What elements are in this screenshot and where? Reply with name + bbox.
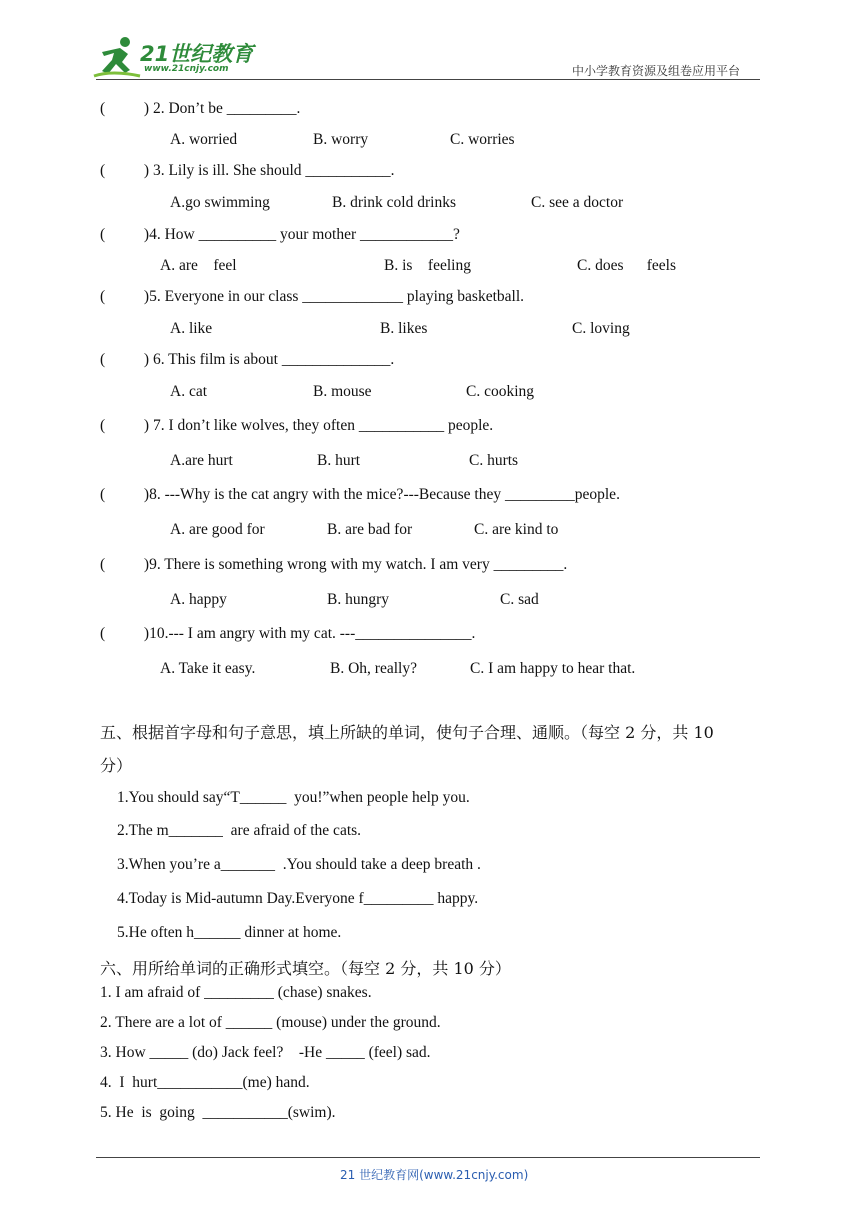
mc-option-6a: A. cat xyxy=(170,383,208,400)
logo-brand: 21世纪教育 xyxy=(140,42,254,66)
mc-option-10b: B. Oh, really? xyxy=(330,660,417,677)
mc-option-10a: A. Take it easy. xyxy=(160,660,256,677)
section-5-item-2: 2.The m_______ are afraid of the cats. xyxy=(117,822,362,839)
mc-option-10c: C. I am happy to hear that. xyxy=(470,660,636,677)
mc-option-7a: A.are hurt xyxy=(170,452,233,469)
mc-option-8b: B. are bad for xyxy=(327,521,413,538)
mc-option-8c: C. are kind to xyxy=(474,521,559,538)
footer-rule xyxy=(96,1157,760,1158)
section-6-item-1: 1. I am afraid of _________ (chase) snakes. xyxy=(100,984,372,1001)
section-5-item-5: 5.He often h______ dinner at home. xyxy=(117,924,342,941)
mc-question-2: ( ) 2. Don’t be _________. xyxy=(100,100,301,117)
mc-option-7b: B. hurt xyxy=(317,452,361,469)
mc-option-7c: C. hurts xyxy=(469,452,519,469)
header-logo xyxy=(92,36,262,78)
mc-question-3: ( ) 3. Lily is ill. She should ___________. xyxy=(100,162,395,179)
mc-option-4a: A. are feel xyxy=(160,257,237,274)
section-6-item-3: 3. How _____ (do) Jack feel? -He _____ (feel) sad. xyxy=(100,1044,431,1061)
mc-option-2b: B. worry xyxy=(313,131,369,148)
mc-option-6b: B. mouse xyxy=(313,383,372,400)
mc-question-7: ( ) 7. I don’t like wolves, they often ___________ people. xyxy=(100,417,494,434)
mc-question-9: ( )9. There is something wrong with my watch. I am very _________. xyxy=(100,556,568,573)
mc-option-2a: A. worried xyxy=(170,131,238,148)
mc-option-5c: C. loving xyxy=(572,320,630,337)
mc-question-5: ( )5. Everyone in our class _____________ playing basketball. xyxy=(100,288,525,305)
mc-question-8: ( )8. ---Why is the cat angry with the mice?---Because they _________people. xyxy=(100,486,620,503)
mc-question-10: ( )10.--- I am angry with my cat. ---_______________. xyxy=(100,625,476,642)
platform-name: 中小学教育资源及组卷应用平台 xyxy=(572,64,741,78)
mc-option-4b: B. is feeling xyxy=(384,257,471,274)
mc-question-4: ( )4. How __________ your mother ____________? xyxy=(100,226,460,243)
section-6-item-2: 2. There are a lot of ______ (mouse) under the ground. xyxy=(100,1014,441,1031)
mc-option-3b: B. drink cold drinks xyxy=(332,194,456,211)
runner-logo-icon xyxy=(92,36,142,78)
mc-option-4c: C. does feels xyxy=(577,257,677,274)
mc-option-9a: A. happy xyxy=(170,591,227,608)
section-6-item-4: 4. I hurt___________(me) hand. xyxy=(100,1074,310,1091)
section-5-title-cont: 分） xyxy=(100,756,133,775)
mc-option-9c: C. sad xyxy=(500,591,539,608)
mc-option-3c: C. see a doctor xyxy=(531,194,624,211)
footer-text: 21 世纪教育网(www.21cnjy.com) xyxy=(340,1168,529,1182)
header-rule xyxy=(96,79,760,80)
mc-option-3a: A.go swimming xyxy=(170,194,270,211)
logo-url: www.21cnjy.com xyxy=(144,64,229,74)
mc-option-9b: B. hungry xyxy=(327,591,389,608)
section-5-title: 五、根据首字母和句子意思，填上所缺的单词，使句子合理、通顺。（每空 2 分，共 10 xyxy=(100,723,714,742)
mc-option-8a: A. are good for xyxy=(170,521,265,538)
mc-option-6c: C. cooking xyxy=(466,383,535,400)
section-5-item-3: 3.When you’re a_______ .You should take a deep breath . xyxy=(117,856,481,873)
mc-option-2c: C. worries xyxy=(450,131,515,148)
mc-option-5b: B. likes xyxy=(380,320,428,337)
section-5-item-4: 4.Today is Mid-autumn Day.Everyone f_________ happy. xyxy=(117,890,479,907)
section-6-title: 六、用所给单词的正确形式填空。（每空 2 分，共 10 分） xyxy=(100,959,511,978)
section-5-item-1: 1.You should say“T______ you!”when people help you. xyxy=(117,789,470,806)
mc-option-5a: A. like xyxy=(170,320,213,337)
mc-question-6: ( ) 6. This film is about ______________. xyxy=(100,351,395,368)
section-6-item-5: 5. He is going ___________(swim). xyxy=(100,1104,336,1121)
